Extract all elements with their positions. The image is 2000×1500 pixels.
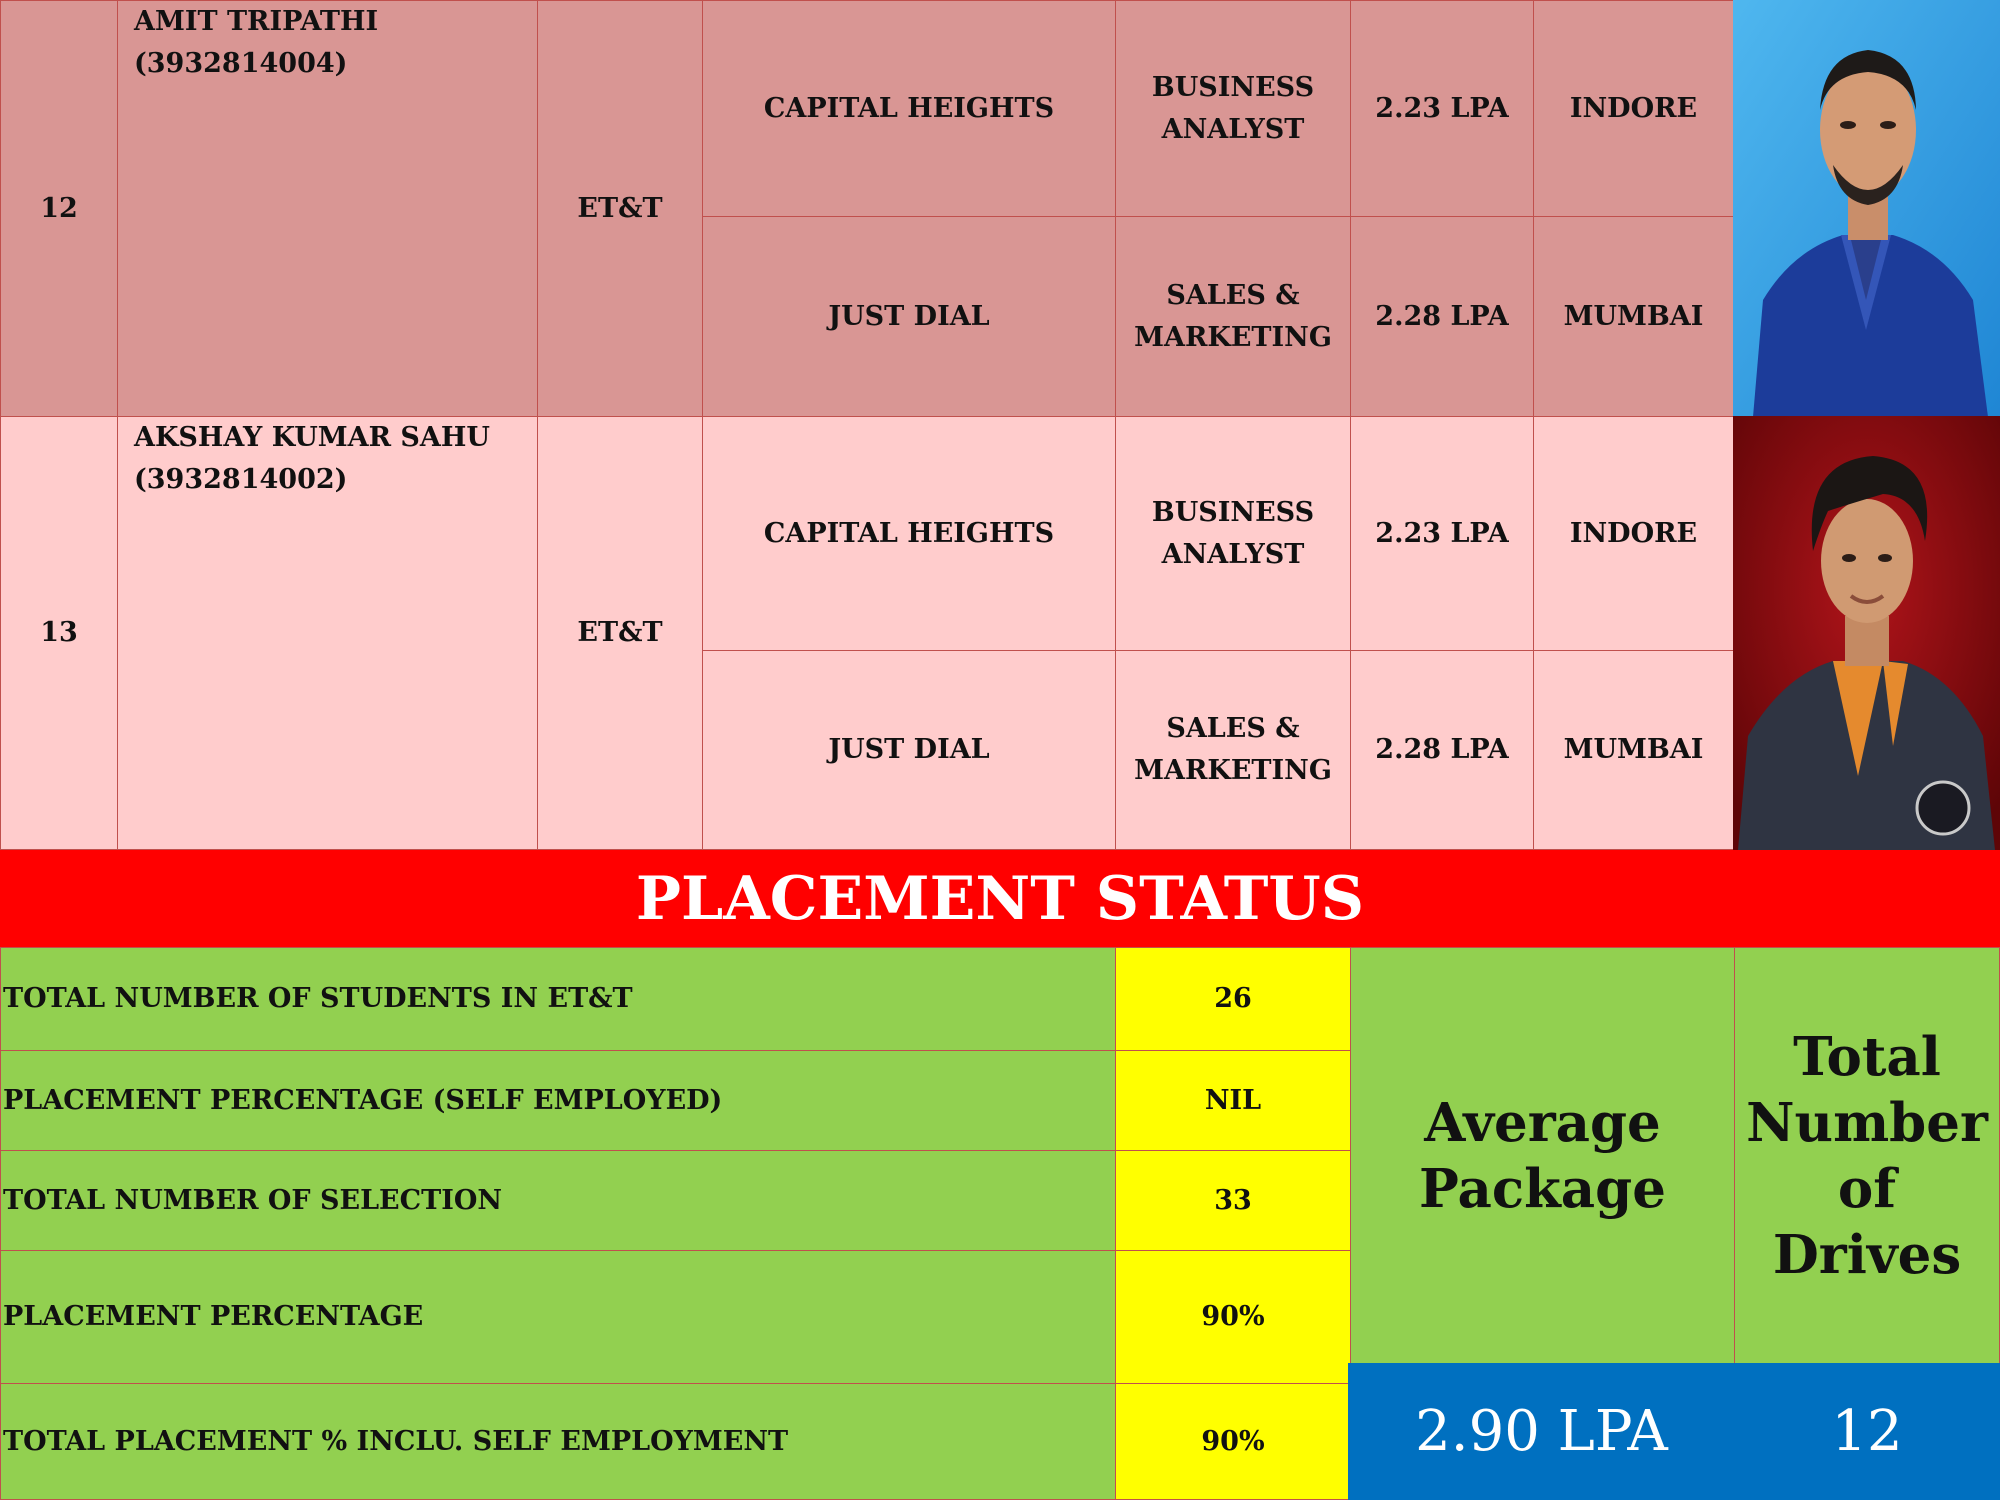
total-drives-value: 12	[1734, 1363, 2000, 1500]
stat-value-total-selection: 33	[1115, 1150, 1351, 1251]
company-12-1: CAPITAL HEIGHTS	[702, 0, 1116, 217]
branch-13: ET&T	[537, 416, 703, 850]
average-package-line: Package	[1419, 1157, 1666, 1220]
role-12-2	[1115, 216, 1351, 417]
company-13-1: CAPITAL HEIGHTS	[702, 416, 1116, 651]
average-package-line: Average	[1424, 1091, 1661, 1154]
branch-12: ET&T	[537, 0, 703, 417]
role-line: ANALYST	[1161, 538, 1305, 570]
package-13-2: 2.28 LPA	[1350, 650, 1534, 850]
stat-value-total-students: 26	[1115, 947, 1351, 1051]
role-line: SALES &	[1166, 279, 1300, 311]
company-13-2: JUST DIAL	[702, 650, 1116, 850]
drives-line: Number	[1746, 1091, 1988, 1154]
role-line: MARKETING	[1134, 321, 1332, 353]
stat-value-total-placement: 90%	[1115, 1383, 1351, 1500]
student-photo-12	[1733, 0, 2000, 417]
role-line: BUSINESS	[1151, 496, 1315, 528]
role-13-1	[1115, 416, 1351, 651]
company-12-2: JUST DIAL	[702, 216, 1116, 417]
student-name-cell-12	[117, 0, 538, 417]
student-roll: (3932814004)	[134, 48, 348, 79]
drives-line: of Drives	[1772, 1157, 1962, 1286]
serial-number-13: 13	[0, 416, 118, 850]
average-package-label	[1350, 947, 1735, 1364]
role-line: BUSINESS	[1151, 71, 1315, 103]
average-package-value: 2.90 LPA	[1348, 1363, 1735, 1500]
stat-label-placement-percentage: PLACEMENT PERCENTAGE	[0, 1250, 1116, 1384]
role-line: ANALYST	[1161, 113, 1305, 145]
location-12-1: INDORE	[1533, 0, 1734, 217]
role-line: MARKETING	[1134, 755, 1332, 786]
package-12-1: 2.23 LPA	[1350, 0, 1534, 217]
role-line: SALES &	[1166, 713, 1300, 744]
stat-label-total-selection: TOTAL NUMBER OF SELECTION	[0, 1150, 1116, 1251]
location-13-2: MUMBAI	[1533, 650, 1734, 850]
drives-line: Total	[1793, 1025, 1941, 1088]
role-13-2	[1115, 650, 1351, 850]
student-name: AMIT TRIPATHI	[134, 6, 379, 37]
serial-number-12: 12	[0, 0, 118, 417]
package-12-2: 2.28 LPA	[1350, 216, 1534, 417]
total-drives-label	[1734, 947, 2000, 1364]
role-12-1	[1115, 0, 1351, 217]
stat-value-self-employed: NIL	[1115, 1050, 1351, 1151]
package-13-1: 2.23 LPA	[1350, 416, 1534, 651]
student-roll: (3932814002)	[134, 464, 348, 495]
location-12-2: MUMBAI	[1533, 216, 1734, 417]
stat-label-total-students: TOTAL NUMBER OF STUDENTS IN ET&T	[0, 947, 1116, 1051]
location-13-1: INDORE	[1533, 416, 1734, 651]
student-name-cell-13	[117, 416, 538, 850]
student-photo-13	[1733, 416, 2000, 850]
placement-status-banner: PLACEMENT STATUS	[0, 850, 2000, 948]
student-name: AKSHAY KUMAR SAHU	[134, 422, 490, 453]
stat-value-placement-percentage: 90%	[1115, 1250, 1351, 1384]
stat-label-self-employed: PLACEMENT PERCENTAGE (SELF EMPLOYED)	[0, 1050, 1116, 1151]
stat-label-total-placement: TOTAL PLACEMENT % INCLU. SELF EMPLOYMENT	[0, 1383, 1116, 1500]
